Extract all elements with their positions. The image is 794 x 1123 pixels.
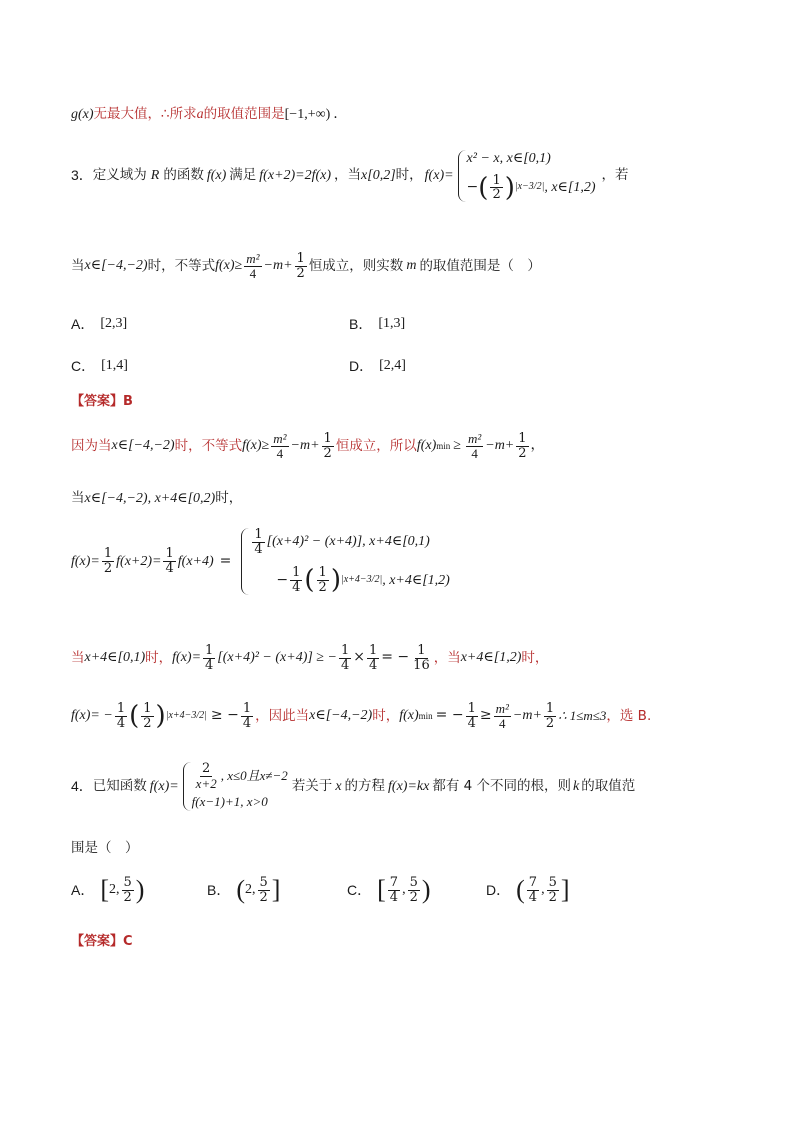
option-comma: , <box>541 882 545 898</box>
option-label: B． <box>207 882 231 899</box>
sol-l2-text-2: 时， <box>215 490 243 507</box>
frac-num: m² <box>495 701 509 716</box>
sol-l4-expr: f(x)= <box>172 650 202 666</box>
frac-num: 1 <box>292 565 301 581</box>
option-comma: , <box>116 882 120 898</box>
sol-l1-min: min <box>436 440 451 451</box>
frac-den: 2 <box>123 889 132 905</box>
sol-l3-eq: = <box>219 552 232 569</box>
var-a: a <box>196 107 204 122</box>
q3-half-num: 1 <box>492 172 501 188</box>
frac-num: 1 <box>318 565 327 581</box>
q3-piecewise <box>458 150 596 202</box>
sol-l5-left: f(x)= − <box>71 708 113 724</box>
q4-piece-2: f(x−1)+1, x>0 <box>191 794 268 810</box>
q3-option-d[interactable] <box>349 356 406 376</box>
sol-l5-text-2: 时， <box>372 707 400 724</box>
option-frac <box>122 876 134 904</box>
q4-number: 4． <box>71 777 93 794</box>
sol-l5-eq: = − <box>435 707 464 724</box>
option-frac <box>408 876 420 904</box>
intro-text-1: 无最大值，∴所求 <box>93 106 197 123</box>
q3-lparen: ( <box>478 172 489 203</box>
q4-k: k <box>573 778 580 794</box>
sol-l1-frac-1 <box>271 432 288 460</box>
frac-num: 1 <box>467 701 476 716</box>
frac-den: 4 <box>471 445 478 461</box>
option-open: ( <box>236 875 246 905</box>
frac-den: 4 <box>499 715 506 731</box>
sol-l5-frac-e <box>494 702 511 730</box>
sol-l4-frac-d: $\frac{1}{16}$ <box>413 643 430 673</box>
q3-l2-m: m <box>406 258 417 274</box>
piece2-half <box>317 566 329 594</box>
sol-l3-left: f(x)= <box>71 553 100 569</box>
frac-den: x+2 <box>195 775 217 791</box>
option-close: ) <box>421 875 431 905</box>
sol-l4-cond2: x+4∈[1,2) <box>460 650 522 666</box>
sol-l2-cond: x∈[−4,−2), x+4∈[0,2) <box>84 491 216 506</box>
q4-answer <box>71 934 734 950</box>
sol-l4-text-1: 当 <box>71 649 85 666</box>
frac-den: 4 <box>467 715 476 731</box>
q4-x: x <box>335 778 342 794</box>
option-value: [1,4] <box>101 358 128 373</box>
sol-l5-ge2: ≥ <box>479 707 492 724</box>
option-label: B． <box>349 316 373 332</box>
sol-l5-frac-b <box>141 702 153 730</box>
frac-den: 4 <box>389 889 399 905</box>
q3-option-b[interactable] <box>349 314 405 334</box>
sol-l3-mid1: f(x+2)= <box>116 553 162 569</box>
sol-l5-mid: −m+ <box>512 708 542 724</box>
q3-line-1 <box>71 150 734 202</box>
option-frac-a: $\frac{7}{4}$ <box>389 875 399 905</box>
sol-line-3 <box>71 528 734 595</box>
q3-answer <box>71 394 734 410</box>
q3-piece-2 <box>467 174 596 202</box>
q3-option-c[interactable] <box>71 356 128 376</box>
sol-l4-text-4: 时， <box>521 649 549 666</box>
q4-text-5: 的取值范 <box>581 777 636 794</box>
q4-line-1 <box>71 762 734 811</box>
sol-l5-min: min <box>418 710 433 721</box>
piece2-neg: − <box>276 571 289 588</box>
q3-R: R <box>150 168 160 184</box>
q3-piece-1: x² − x, x∈[0,1) <box>466 151 551 166</box>
option-label: A． <box>71 882 95 899</box>
sol-l3-piece-1 <box>250 528 449 556</box>
q4-option-b[interactable] <box>207 876 280 904</box>
sol-l4-cond: x+4∈[0,1) <box>84 650 146 666</box>
sol-l3-frac-quarter <box>163 547 175 575</box>
g-of-x: g(x) <box>71 107 94 122</box>
sol-l1-text-1: 因为当 <box>71 437 112 454</box>
frac-num: 1 <box>205 643 214 658</box>
q4-p1-cond: , x≤0且x≠−2 <box>220 768 288 784</box>
frac-den: 4 <box>165 560 174 576</box>
piece2-exp: |x+4−3/2| <box>340 574 383 586</box>
frac-den: 4 <box>340 657 350 673</box>
option-comma: , <box>402 882 406 898</box>
sol-l1-ineq: f(x)≥ <box>242 438 270 454</box>
sol-l4-bracket: [(x+4)² − (x+4)] ≥ − <box>217 650 337 666</box>
q3-l2-text-4: 的取值范围是（ ） <box>419 257 541 274</box>
frac-num: 1 <box>165 546 174 562</box>
piece1-frac <box>252 528 264 556</box>
piece2-cond: , x+4∈[1,2) <box>382 572 450 588</box>
lparen: ( <box>129 701 140 732</box>
intro-line <box>71 106 734 124</box>
sol-l3-piecewise <box>241 528 449 595</box>
sol-l5-end: ，选 B. <box>606 707 652 724</box>
sol-l4-eq: = − <box>381 649 410 666</box>
sol-l5-cond: x∈[−4,−2) <box>309 708 373 724</box>
frac-den: 2 <box>318 579 327 595</box>
q3-text-5: 时， <box>395 167 423 184</box>
option-a: 2 <box>109 882 117 898</box>
q3-text-1: 定义域为 <box>92 167 147 184</box>
sol-l5-frac-f <box>544 702 556 730</box>
rparen: ) <box>330 565 341 596</box>
sol-l1-end: ， <box>530 437 545 454</box>
q3-l2-ineq-right: −m+ <box>263 258 293 274</box>
q3-l2-text-1: 当 <box>71 257 85 274</box>
option-open: [ <box>377 875 386 905</box>
q4-text-3: 的方程 <box>344 777 386 794</box>
option-value: [1,3] <box>378 316 406 331</box>
frac-den: 2 <box>323 445 332 461</box>
frac-den: 4 <box>292 579 301 595</box>
frac-den: 2 <box>259 889 268 905</box>
frac-num: 1 <box>340 643 350 658</box>
lparen: ( <box>304 565 315 596</box>
sol-l5-frac-d <box>466 702 478 730</box>
frac-num: 1 <box>242 701 252 716</box>
q4-option-d[interactable] <box>486 876 570 904</box>
q3-number: 3． <box>71 167 93 184</box>
sol-l5-frac-c <box>241 702 253 730</box>
sol-l2-text-1: 当 <box>71 490 85 507</box>
q3-l2-ineq-left: f(x)≥ <box>215 258 243 274</box>
frac-num: 5 <box>259 875 268 890</box>
frac-den: 4 <box>242 715 252 731</box>
option-open: [ <box>100 875 110 905</box>
sol-l5-ge: ≥ − <box>210 707 239 724</box>
option-close: ) <box>135 875 145 905</box>
option-label: D． <box>349 358 374 374</box>
sol-l4-frac-a <box>203 644 215 672</box>
frac-num: 1 <box>296 251 305 266</box>
q3-half <box>490 174 502 202</box>
sol-line-1 <box>71 432 734 460</box>
q3-cond: x[0,2] <box>361 168 396 184</box>
sol-line-5 <box>71 702 734 730</box>
q3-piece2-neg: − <box>466 178 479 195</box>
q4-line-2 <box>71 840 734 857</box>
q3-eq: f(x+2)=2f(x) <box>259 168 332 184</box>
sol-l5-frac-a <box>115 702 127 730</box>
frac-num: m² <box>246 251 260 266</box>
option-frac-a: $\frac{7}{4}$ <box>528 875 538 905</box>
q3-text-2: 的函数 <box>163 167 204 184</box>
option-value: [2,4] <box>379 358 406 373</box>
sol-l1-cond: x∈[−4,−2) <box>111 438 175 454</box>
sol-l1-text-2: 时，不等式 <box>174 437 243 454</box>
frac-den: 4 <box>276 445 284 461</box>
frac-num: 5 <box>123 875 132 890</box>
frac-den: 4 <box>368 657 378 673</box>
frac-den: 2 <box>545 715 555 731</box>
frac-num: 1 <box>103 546 113 562</box>
q3-l2-cond: x∈[−4,−2) <box>84 258 148 274</box>
frac-num: m² <box>467 431 482 446</box>
q3-text-3: 满足 <box>229 167 257 184</box>
sol-l4-times: × <box>353 649 365 666</box>
frac-num: 5 <box>548 875 557 890</box>
sol-l5-text-1: ，因此当 <box>255 707 310 724</box>
range-value: [−1,+∞) <box>284 107 331 122</box>
q3-fx: f(x) <box>206 168 227 184</box>
option-label: C． <box>347 882 372 899</box>
sol-l3-piece-2 <box>276 566 449 594</box>
q4-option-a[interactable] <box>71 876 144 904</box>
piece1-expr: [(x+4)² − (x+4)], x+4∈[0,1) <box>266 534 430 550</box>
sol-line-2 <box>71 490 734 508</box>
q3-fx2: f(x)= <box>424 168 454 184</box>
q4-p1-frac <box>194 762 219 790</box>
sol-l4-frac-c <box>367 644 379 672</box>
frac-num: 1 <box>323 431 332 446</box>
piece2-frac <box>290 566 302 594</box>
frac-den: 2 <box>518 445 527 461</box>
sol-l1-mid-2: −m+ <box>485 438 515 454</box>
q4-option-c[interactable] <box>347 876 431 904</box>
sol-l4-frac-b <box>339 644 351 672</box>
q3-piece2-cond: , x∈[1,2) <box>544 179 596 195</box>
frac-den: 2 <box>296 265 305 281</box>
sol-l4-text-3: ，当 <box>433 649 461 666</box>
frac-num: 1 <box>417 643 426 658</box>
frac-num: 1 <box>254 527 263 542</box>
q3-exponent: |x−3/2| <box>514 181 545 193</box>
frac-den: 4 <box>205 657 214 673</box>
intro-text-2: 的取值范围是 <box>203 106 285 123</box>
q4-piecewise <box>183 762 288 811</box>
sol-l5-exp: |x+4−3/2| <box>165 709 207 721</box>
option-label: C． <box>71 358 96 374</box>
sol-l4-text-2: 时， <box>145 649 173 666</box>
sol-line-4 <box>71 644 734 672</box>
q3-option-a[interactable] <box>71 314 127 334</box>
q4-eq: f(x)=kx <box>388 778 430 794</box>
sol-l3-mid2: f(x+4) <box>177 553 214 569</box>
q3-text-4: ，当 <box>334 167 362 184</box>
sol-l1-ge: ≥ <box>453 438 461 454</box>
q3-l2-frac-half <box>295 252 307 280</box>
option-open: ( <box>516 875 525 905</box>
q3-rparen: ) <box>504 172 515 203</box>
frac-den: 4 <box>254 541 263 557</box>
q4-text-line2: 围是（ ） <box>71 840 139 856</box>
q3-half-den: 2 <box>492 187 501 203</box>
q4-text-1: 已知函数 <box>92 777 147 794</box>
option-frac <box>258 876 270 904</box>
frac-num: 1 <box>368 643 378 658</box>
frac-num: m² <box>273 431 287 446</box>
q3-l2-frac-m2-4 <box>244 252 261 280</box>
frac-num: 2 <box>202 761 211 776</box>
frac-den: 2 <box>103 560 113 576</box>
sol-l3-frac-half <box>102 547 114 575</box>
sol-l1-fmin: f(x) <box>416 438 437 454</box>
frac-num: 1 <box>143 701 152 716</box>
frac-num: 1 <box>518 431 527 446</box>
frac-den: 2 <box>548 889 557 905</box>
sol-l5-fmin: f(x) <box>399 708 419 724</box>
intro-period: . <box>333 106 338 122</box>
q4-fx: f(x)= <box>149 778 179 794</box>
option-comma: , <box>252 882 256 898</box>
frac-num: 5 <box>409 875 418 890</box>
sol-l1-frac-2 <box>322 432 334 460</box>
q3-l2-text-2: 时，不等式 <box>147 257 216 274</box>
frac-num: 1 <box>545 701 555 716</box>
option-close: ] <box>271 875 281 905</box>
option-label: A． <box>71 316 95 332</box>
frac-num: 1 <box>116 701 126 716</box>
option-frac <box>547 876 559 904</box>
q4-text-4: 都有 4 个不同的根，则 <box>432 777 572 794</box>
frac-den: 2 <box>143 715 152 731</box>
q3-text-6: ，若 <box>601 167 629 184</box>
frac-den: 4 <box>528 889 538 905</box>
option-value: [2,3] <box>100 316 128 331</box>
option-label: D． <box>486 882 511 899</box>
sol-l1-text-3: 恒成立，所以 <box>335 437 417 454</box>
q4-piece-1 <box>192 762 288 790</box>
option-a: 2 <box>245 882 253 898</box>
q3-l2-text-3: 恒成立，则实数 <box>308 257 404 274</box>
frac-den: 4 <box>249 265 257 281</box>
sol-l1-frac-4 <box>516 432 528 460</box>
answer-label: 【答案】C <box>71 934 133 949</box>
frac-den: 4 <box>116 715 126 731</box>
q3-line-2 <box>71 252 734 280</box>
sol-l5-conclusion: ∴ 1≤m≤3 <box>558 708 607 724</box>
sol-l1-frac-3 <box>466 432 483 460</box>
sol-l1-mid: −m+ <box>290 438 320 454</box>
rparen: ) <box>155 701 166 732</box>
frac-den: 2 <box>409 889 418 905</box>
q4-text-2: 若关于 <box>291 777 333 794</box>
answer-label: 【答案】B <box>71 394 133 409</box>
option-close: ] <box>560 875 570 905</box>
